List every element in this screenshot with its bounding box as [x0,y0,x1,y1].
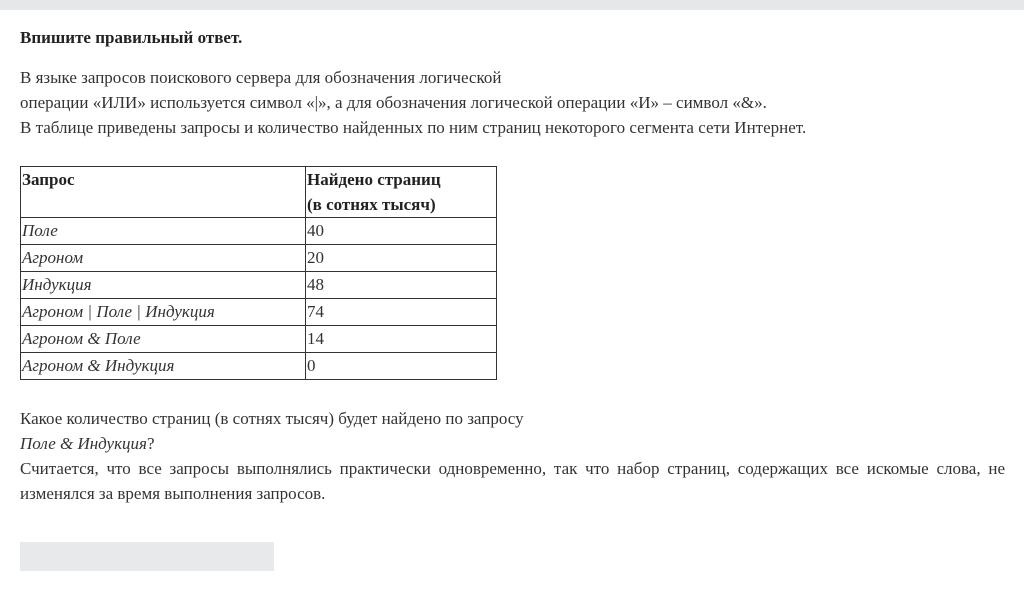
row-query: Поле [21,218,306,245]
row-count: 40 [306,218,497,245]
table-row [21,353,497,380]
row-count: 48 [306,272,497,299]
intro-line-2: операции «ИЛИ» используется символ «|», а для обозначения логической операции «И» – символ «&». [20,93,767,112]
task-content [20,27,1005,506]
intro-line-1: В языке запросов поискового сервера для обозначения логической [20,68,502,87]
task-intro [20,65,1005,140]
row-count: 0 [306,353,497,380]
header-query-label: Запрос [22,170,75,189]
task-instruction: Впишите правильный ответ. [20,28,243,47]
row-query: Индукция [21,272,306,299]
question-note: Считается, что все запросы выполнялись практически одновременно, так что набор страниц, содержащих все искомые слова, не изменялся за время выполнения запросов. [20,459,1005,503]
question-line: Какое количество страниц (в сотнях тысяч) будет найдено по запросу [20,409,524,428]
question-mark: ? [146,434,155,453]
header-found-line-2: (в сотнях тысяч) [307,195,436,214]
header-found-line-1: Найдено страниц [307,170,441,189]
table-row [21,218,497,245]
intro-line-3: В таблице приведены запросы и количество найденных по ним страниц некоторого сегмента сети Интернет. [20,118,807,137]
table-header-row [21,167,497,218]
row-count: 14 [306,326,497,353]
row-count: 74 [306,299,497,326]
row-query: Агроном & Поле [21,326,306,353]
header-found [306,167,497,218]
header-query [21,167,306,218]
task-question [20,406,1005,506]
table-row [21,272,497,299]
question-query-line [20,431,1005,456]
row-query: Агроном [21,245,306,272]
top-bar [0,0,1024,10]
answer-input[interactable] [20,542,274,571]
query-table [20,166,497,380]
row-count: 20 [306,245,497,272]
row-query: Агроном | Поле | Индукция [21,299,306,326]
question-query: Поле & Индукция [20,434,147,453]
row-query: Агроном & Индукция [21,353,306,380]
table-row [21,326,497,353]
table-row [21,245,497,272]
table-row [21,299,497,326]
